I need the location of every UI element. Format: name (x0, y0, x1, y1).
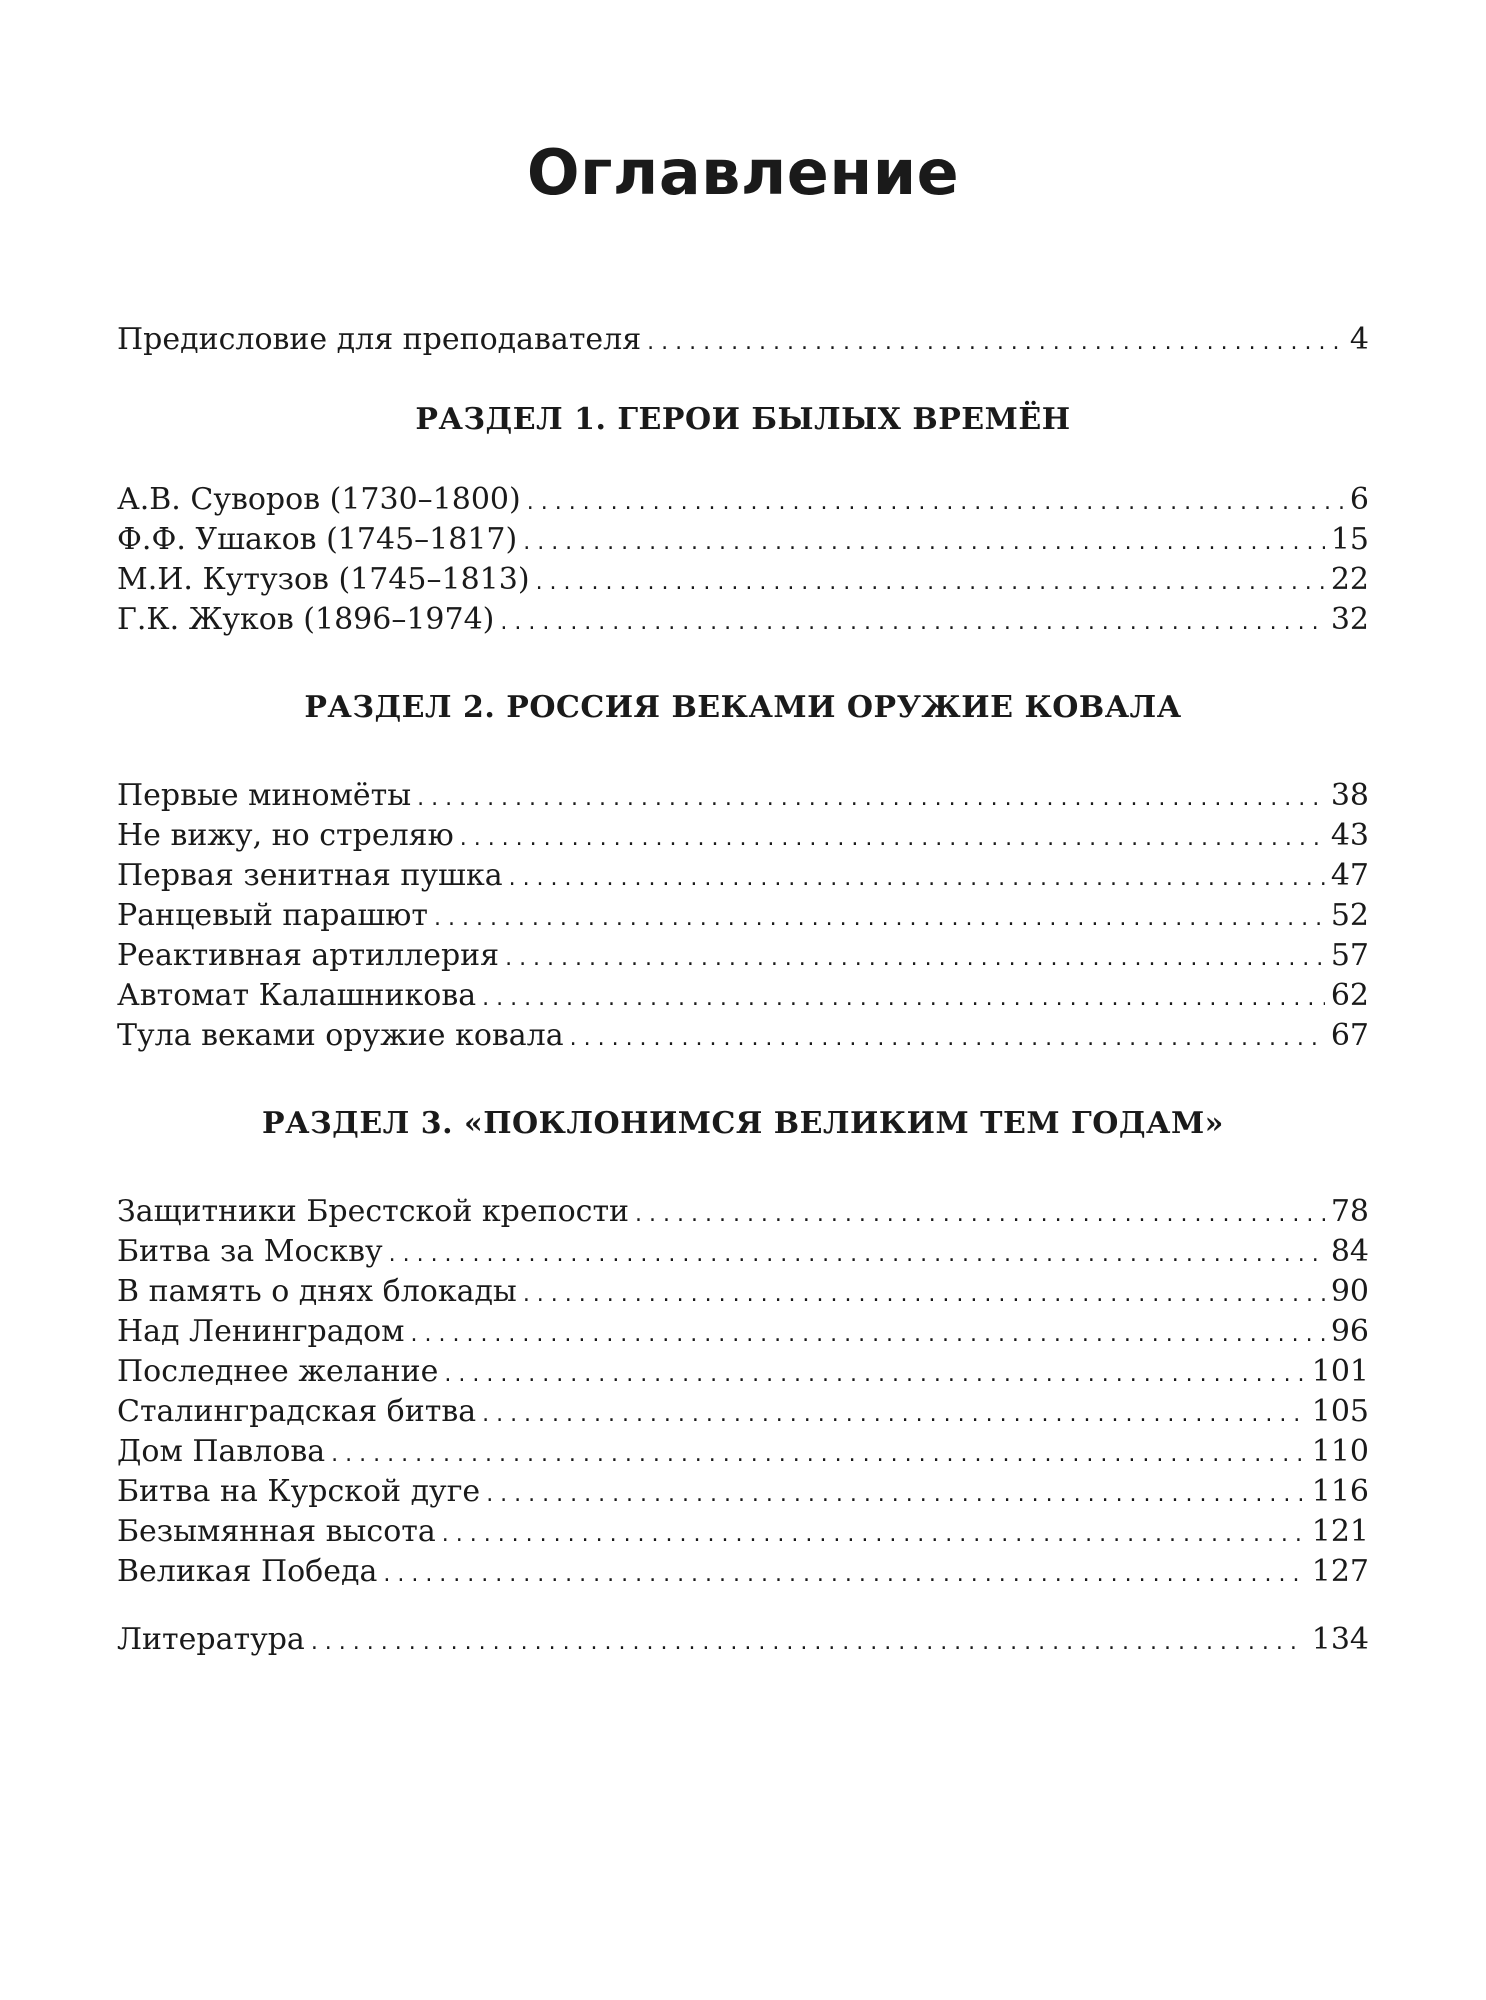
toc-entry-label: Предисловие для преподавателя (117, 322, 642, 357)
dot-leader (500, 603, 1324, 643)
toc-entry[interactable] (117, 976, 1369, 1016)
toc-entry-page: 52 (1330, 898, 1369, 933)
toc-entry-page: 32 (1330, 602, 1369, 637)
toc-entry[interactable] (117, 1432, 1369, 1472)
toc-entry-label: Последнее желание (117, 1354, 439, 1389)
toc-entry-label: Тула веками оружие ковала (117, 1018, 564, 1053)
section-3-heading: РАЗДЕЛ 3. «ПОКЛОНИМСЯ ВЕЛИКИМ ТЕМ ГОДАМ» (262, 1106, 1224, 1141)
toc-entry[interactable] (117, 560, 1369, 600)
toc-entry[interactable] (117, 1352, 1369, 1392)
dot-leader (383, 1555, 1305, 1595)
toc-entry-page: 4 (1349, 322, 1369, 357)
toc-entry-label: Битва за Москву (117, 1234, 383, 1269)
toc-entry-page: 127 (1311, 1554, 1369, 1589)
dot-leader (331, 1435, 1306, 1475)
toc-entry-label: Над Ленинградом (117, 1314, 405, 1349)
dot-leader (389, 1235, 1325, 1275)
toc-entry-literature[interactable] (117, 1620, 1369, 1660)
dot-leader (411, 1315, 1325, 1355)
toc-entry[interactable] (117, 1312, 1369, 1352)
section-2-heading: РАЗДЕЛ 2. РОССИЯ ВЕКАМИ ОРУЖИЕ КОВАЛА (304, 690, 1182, 725)
toc-entry-page: 105 (1311, 1394, 1369, 1429)
dot-leader (509, 859, 1325, 899)
toc-entry-label: Битва на Курской дуге (117, 1474, 481, 1509)
toc-entry-page: 22 (1330, 562, 1369, 597)
dot-leader (523, 1275, 1325, 1315)
toc-entry[interactable] (117, 1512, 1369, 1552)
dot-leader (523, 523, 1325, 563)
section-1-heading: РАЗДЕЛ 1. ГЕРОИ БЫЛЫХ ВРЕМЁН (415, 402, 1071, 437)
dot-leader (442, 1515, 1306, 1555)
toc-entry[interactable] (117, 600, 1369, 640)
toc-entry[interactable] (117, 1016, 1369, 1056)
toc-entry-label: Литература (117, 1622, 305, 1657)
toc-entry[interactable] (117, 896, 1369, 936)
toc-entry[interactable] (117, 1392, 1369, 1432)
toc-entry-page: 15 (1330, 522, 1369, 557)
dot-leader (505, 939, 1325, 979)
dot-leader (444, 1355, 1305, 1395)
toc-entry[interactable] (117, 776, 1369, 816)
dot-leader (417, 779, 1325, 819)
toc-entry-label: Г.К. Жуков (1896–1974) (117, 602, 495, 637)
toc-entry-label: Ф.Ф. Ушаков (1745–1817) (117, 522, 518, 557)
toc-entry-label: Реактивная артиллерия (117, 938, 500, 973)
toc-entry-page: 110 (1311, 1434, 1369, 1469)
toc-entry-label: М.И. Кутузов (1745–1813) (117, 562, 530, 597)
dot-leader (536, 563, 1325, 603)
dot-leader (460, 819, 1325, 859)
dot-leader (482, 1395, 1306, 1435)
dot-leader (635, 1195, 1325, 1235)
toc-entry-label: Автомат Калашникова (117, 978, 477, 1013)
toc-entry-label: Дом Павлова (117, 1434, 326, 1469)
toc-entry[interactable] (117, 1552, 1369, 1592)
table-of-contents (117, 320, 1369, 1660)
toc-entry[interactable] (117, 856, 1369, 896)
toc-entry-page: 43 (1330, 818, 1369, 853)
dot-leader (434, 899, 1325, 939)
toc-entry-label: В память о днях блокады (117, 1274, 517, 1309)
toc-entry[interactable] (117, 1472, 1369, 1512)
page-title: Оглавление (526, 136, 960, 209)
dot-leader (527, 483, 1344, 523)
toc-entry-label: Сталинградская битва (117, 1394, 477, 1429)
toc-entry-label: Первая зенитная пушка (117, 858, 503, 893)
toc-entry-page: 67 (1330, 1018, 1369, 1053)
toc-entry[interactable] (117, 816, 1369, 856)
toc-entry-page: 62 (1330, 978, 1369, 1013)
toc-entry[interactable] (117, 1232, 1369, 1272)
toc-entry-page: 38 (1330, 778, 1369, 813)
toc-entry-page: 6 (1349, 482, 1369, 517)
toc-entry-page: 96 (1330, 1314, 1369, 1349)
toc-entry[interactable] (117, 1272, 1369, 1312)
toc-entry-page: 84 (1330, 1234, 1369, 1269)
toc-entry-label: Защитники Брестской крепости (117, 1194, 630, 1229)
toc-entry-page: 116 (1311, 1474, 1369, 1509)
toc-entry-label: А.В. Суворов (1730–1800) (117, 482, 521, 517)
toc-entry-page: 90 (1330, 1274, 1369, 1309)
toc-entry-page: 121 (1311, 1514, 1369, 1549)
toc-entry[interactable] (117, 480, 1369, 520)
dot-leader (482, 979, 1325, 1019)
dot-leader (311, 1623, 1306, 1663)
toc-entry[interactable] (117, 936, 1369, 976)
toc-entry-page: 134 (1311, 1622, 1369, 1657)
toc-entry[interactable] (117, 520, 1369, 560)
toc-entry-label: Первые миномёты (117, 778, 412, 813)
toc-entry-preface[interactable] (117, 320, 1369, 360)
toc-entry-page: 47 (1330, 858, 1369, 893)
toc-entry-page: 57 (1330, 938, 1369, 973)
toc-entry-label: Великая Победа (117, 1554, 378, 1589)
dot-leader (570, 1019, 1325, 1059)
toc-entry[interactable] (117, 1192, 1369, 1232)
dot-leader (647, 323, 1344, 363)
toc-entry-page: 78 (1330, 1194, 1369, 1229)
dot-leader (486, 1475, 1306, 1515)
toc-entry-label: Безымянная высота (117, 1514, 436, 1549)
toc-entry-page: 101 (1311, 1354, 1369, 1389)
toc-entry-label: Не вижу, но стреляю (117, 818, 454, 853)
toc-entry-label: Ранцевый парашют (117, 898, 428, 933)
